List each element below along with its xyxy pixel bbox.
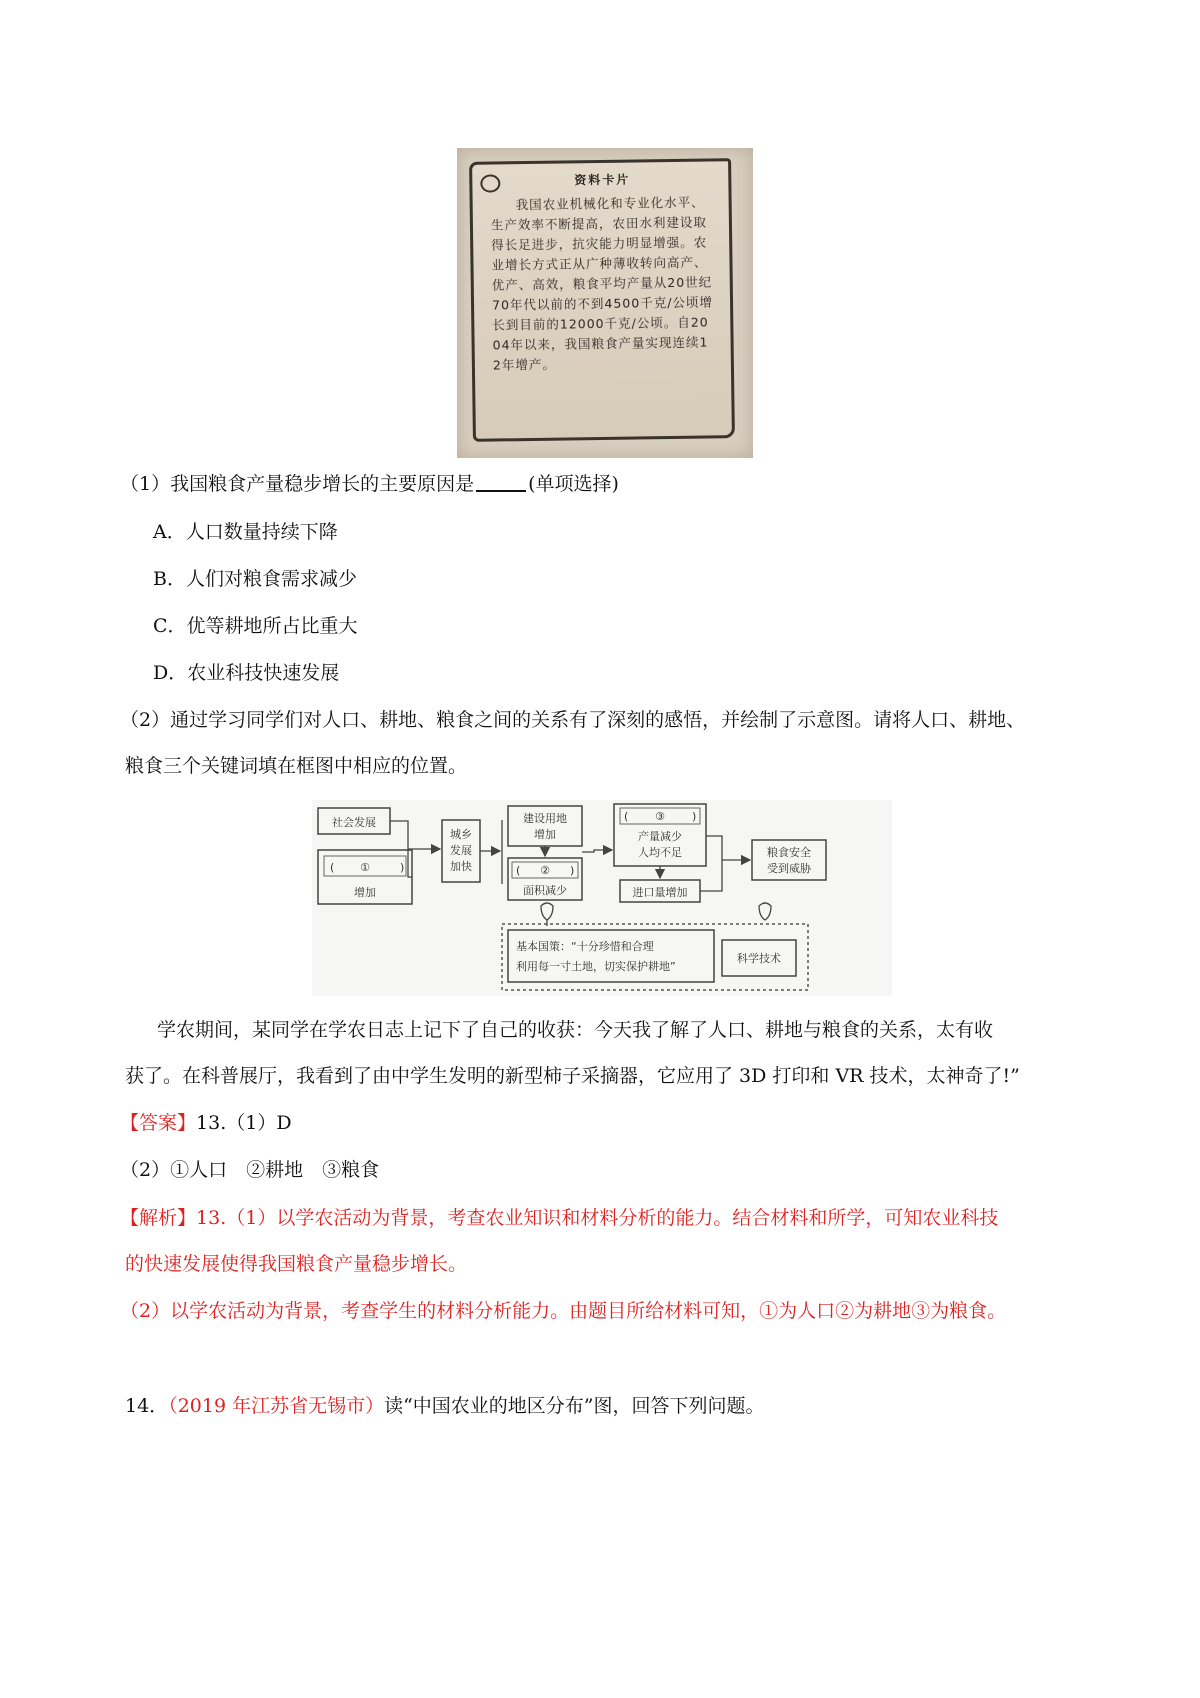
question14-text: 读“中国农业的地区分布”图，回答下列问题。	[384, 1395, 765, 1417]
question14-number: 14．	[125, 1395, 169, 1417]
analysis-text-1: 13.（1）以学农活动为背景，考查农业知识和材料分析的能力。结合材料和所学，可知农业科技	[196, 1207, 999, 1229]
analysis-line3: （2）以学农活动为背景，考查学生的材料分析能力。由题目所给材料可知，①为人口②为耕地③为粮食。	[120, 1300, 1007, 1322]
fist-icon	[541, 903, 553, 926]
question14-source: （2019 年江苏省无锡市）	[168, 1395, 385, 1417]
box-social-development	[318, 808, 390, 834]
analysis-label: 【解析】	[120, 1207, 197, 1229]
label-urban-3: 加快	[450, 860, 472, 873]
svg-text:(: (	[624, 810, 629, 823]
label-urban-1: 城乡	[450, 828, 472, 841]
label-box3-2: 人均不足	[638, 846, 682, 859]
box-construction-land	[508, 806, 582, 846]
label-policy-1: 基本国策：“十分珍惜和合理	[516, 940, 654, 953]
material-card-image	[457, 148, 753, 458]
label-build-1: 建设用地	[523, 812, 567, 825]
analysis-line2: 的快速发展使得我国粮食产量稳步增长。	[125, 1253, 468, 1275]
answer-text: 13.（1）D	[196, 1112, 292, 1134]
marker-1: ①	[360, 861, 370, 874]
analysis-line1	[120, 1206, 998, 1230]
label-policy-2: 利用每一寸土地，切实保护耕地”	[516, 960, 676, 973]
policy-region	[502, 903, 808, 990]
relationship-diagram	[312, 800, 892, 996]
svg-text:): )	[570, 864, 575, 877]
question2-line1: （2）通过学习同学们对人口、耕地、粮食之间的关系有了深刻的感悟，并绘制了示意图。请将人口、耕地、	[120, 709, 1026, 731]
box-import	[620, 880, 700, 902]
question1-suffix: (单项选择)	[528, 473, 619, 495]
label-build-2: 增加	[534, 828, 556, 841]
box-3	[614, 804, 706, 866]
label-tech: 科学技术	[737, 952, 781, 965]
label-box3-1: 产量减少	[638, 830, 682, 843]
label-security-2: 受到威胁	[767, 862, 811, 875]
svg-text:(: (	[516, 864, 521, 877]
svg-text:): )	[692, 810, 697, 823]
label-social: 社会发展	[332, 816, 376, 829]
fist-icon	[759, 903, 771, 920]
label-box1-sub: 增加	[354, 886, 376, 899]
material-card-text: 我国农业机械化和专业化水平、生产效率不断提高，农田水利建设取得长足进步，抗灾能力明显增强。农业增长方式正从广种薄收转向高产、优产、高效，粮食平均产量从20世纪70年代以前的不到4500千克/公顷增长到目前的12000千克/公顷。自2004年以来，我国粮食产量实现连续12年增产。	[490, 194, 714, 373]
answer-line1	[120, 1111, 292, 1135]
marker-2: ②	[540, 864, 550, 877]
label-import: 进口量增加	[632, 886, 688, 899]
answer-line2: （2）①人口 ②耕地 ③粮食	[120, 1159, 380, 1181]
label-box2-sub: 面积减少	[523, 884, 567, 897]
option-a: A．人口数量持续下降	[153, 521, 338, 543]
material-card-frame	[469, 158, 735, 442]
option-b: B．人们对粮食需求减少	[153, 568, 357, 590]
label-security-1: 粮食安全	[767, 846, 811, 859]
question1-stem	[120, 472, 619, 496]
answer-label: 【答案】	[120, 1112, 197, 1134]
diagram-svg	[312, 800, 892, 996]
marker-3: ③	[655, 810, 665, 823]
pin-icon	[480, 174, 500, 192]
box-1	[318, 850, 412, 904]
option-d: D．农业科技快速发展	[153, 662, 340, 684]
question2-line2: 粮食三个关键词填在框图中相应的位置。	[125, 755, 468, 777]
box-urban-development	[442, 820, 480, 882]
narrative-line2: 获了。在科普展厅，我看到了由中学生发明的新型柿子采摘器，它应用了 3D 打印和 VR 技术，太神奇了!”	[125, 1065, 1020, 1087]
narrative-line1: 学农期间，某同学在学农日志上记下了自己的收获：今天我了解了人口、耕地与粮食的关系，太有收	[157, 1019, 994, 1041]
material-card-title: 资料卡片	[574, 172, 631, 188]
label-urban-2: 发展	[450, 844, 472, 857]
option-c: C．优等耕地所占比重大	[153, 615, 358, 637]
box-food-security	[752, 840, 826, 880]
question1-prefix: （1）我国粮食产量稳步增长的主要原因是	[120, 473, 475, 495]
answer-blank	[476, 472, 526, 492]
svg-text:): )	[400, 861, 405, 874]
question14	[125, 1394, 765, 1418]
box-2	[508, 858, 582, 900]
svg-text:(: (	[330, 861, 335, 874]
